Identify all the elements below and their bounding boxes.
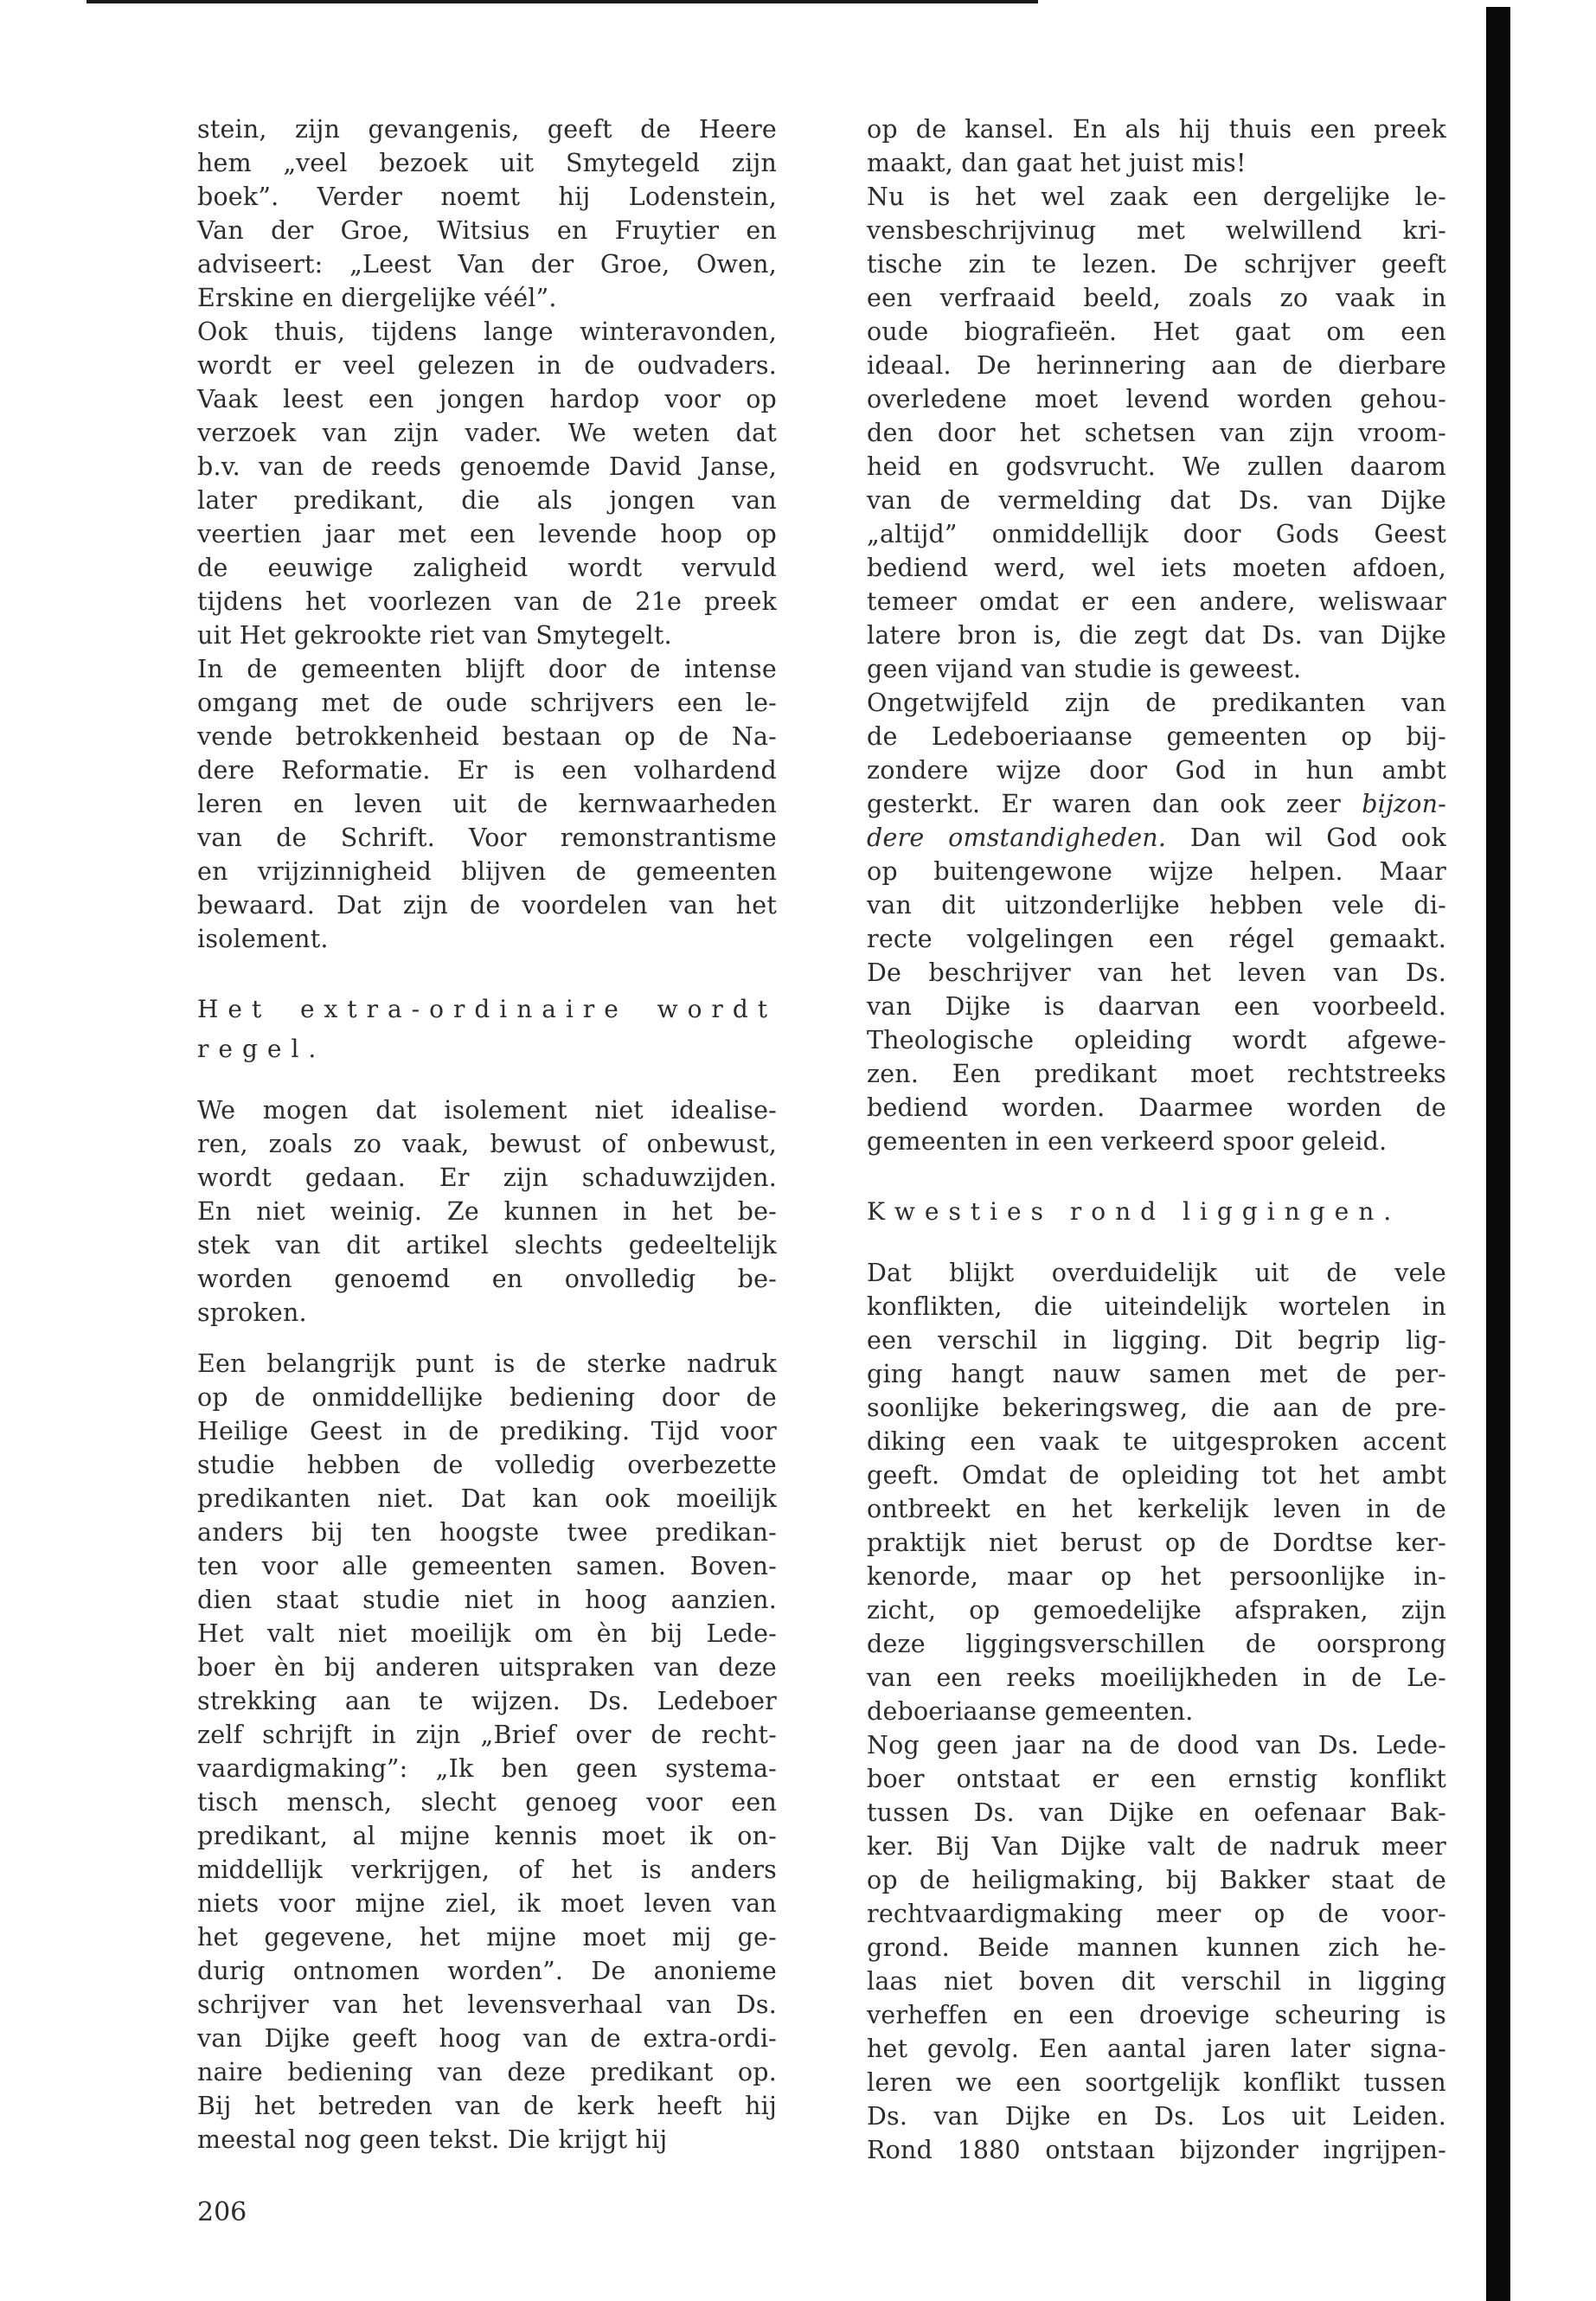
text-line: oude biografieën. Het gaat om een	[867, 317, 1446, 346]
text-line: gemeenten in een verkeerd spoor geleid.	[867, 1127, 1388, 1156]
paragraph-lines	[867, 686, 1446, 787]
text-line: op de heiligmaking, bij Bakker staat de	[867, 1866, 1446, 1894]
right-column	[867, 112, 1446, 2167]
spacer	[867, 1232, 1446, 1256]
text-line: van dit uitzonderlijke hebben vele di-	[867, 891, 1446, 920]
text-line: op de onmiddellijke bediening door de	[197, 1383, 777, 1412]
text-line: Rond 1880 ontstaan bijzonder ingrijpen-	[867, 2136, 1446, 2164]
text-line: Theologische opleiding wordt afgewe-	[867, 1026, 1446, 1054]
text-line: Dat blijkt overduidelijk uit de vele	[867, 1259, 1446, 1287]
text-line: temeer omdat er een andere, weliswaar	[867, 587, 1446, 616]
scan-edge-bar	[1486, 7, 1510, 2301]
text-line: anders bij ten hoogste twee predikan-	[197, 1518, 777, 1547]
line-text: gesterkt. Er waren dan ook zeer	[867, 790, 1362, 818]
text-line: In de gemeenten blijft door de intense	[197, 655, 777, 683]
text-line: tische zin te lezen. De schrijver geeft	[867, 250, 1446, 279]
paragraph	[197, 1347, 777, 2157]
text-line: kenorde, maar op het persoonlijke in-	[867, 1562, 1446, 1591]
text-line: Ds. van Dijke en Ds. Los uit Leiden.	[867, 2102, 1446, 2131]
text-line: heid en godsvrucht. We zullen daarom	[867, 452, 1446, 481]
line-with-emphasis	[867, 821, 1446, 855]
text-line: tisch mensch, slecht genoeg voor een	[197, 1788, 777, 1817]
text-line: wordt gedaan. Er zijn schaduwzijden.	[197, 1163, 777, 1192]
paragraph	[197, 315, 777, 652]
text-line: Het extra-ordinaire wordt	[197, 995, 777, 1023]
text-line: schrijver van het levensverhaal van Ds.	[197, 1990, 777, 2019]
text-line: regel.	[197, 1035, 326, 1063]
text-line: worden genoemd en onvolledig be-	[197, 1265, 777, 1293]
text-line: Bij het betreden van de kerk heeft hij	[197, 2092, 777, 2120]
text-line: meestal nog geen tekst. Die krijgt hij	[197, 2125, 668, 2154]
text-line: zondere wijze door God in hun ambt	[867, 756, 1446, 785]
text-line: studie hebben de volledig overbezette	[197, 1451, 777, 1479]
text-line: overledene moet levend worden gehou-	[867, 385, 1446, 413]
text-line: dien staat studie niet in hoog aanzien.	[197, 1586, 777, 1614]
left-column	[197, 112, 777, 2157]
text-line: boer èn bij anderen uitspraken van deze	[197, 1653, 777, 1682]
text-line: bewaard. Dat zijn de voordelen van het	[197, 891, 777, 920]
text-line: Heilige Geest in de prediking. Tijd voor	[197, 1417, 777, 1445]
paragraph	[867, 686, 1446, 1158]
text-line: zelf schrijft in zijn „Brief over de recht-	[197, 1721, 777, 1749]
text-line: boek”. Verder noemt hij Lodenstein,	[197, 183, 777, 211]
line-text: Dan wil God ook	[1166, 824, 1446, 852]
text-line: geeft. Omdat de opleiding tot het ambt	[867, 1461, 1446, 1490]
text-line: isolement.	[197, 925, 329, 953]
text-line: van de Schrift. Voor remonstrantisme	[197, 824, 777, 852]
text-line: strekking aan te wijzen. Ds. Ledeboer	[197, 1687, 777, 1715]
emphasis: dere omstandigheden.	[867, 824, 1167, 852]
text-line: de eeuwige zaligheid wordt vervuld	[197, 554, 777, 582]
text-line: boer ontstaat er een ernstig konflikt	[867, 1765, 1446, 1793]
text-line: maakt, dan gaat het juist mis!	[867, 149, 1247, 177]
text-line: rechtvaardigmaking meer op de voor-	[867, 1900, 1446, 1928]
text-line: ten voor alle gemeenten samen. Boven-	[197, 1552, 777, 1580]
text-line: van een reeks moeilijkheden in de Le-	[867, 1663, 1446, 1692]
section-heading	[867, 1192, 1446, 1232]
text-line: ker. Bij Van Dijke valt de nadruk meer	[867, 1832, 1446, 1861]
text-line: de Ledeboeriaanse gemeenten op bij-	[867, 722, 1446, 751]
text-line: vensbeschrijvinug met welwillend kri-	[867, 216, 1446, 245]
text-line: veertien jaar met een levende hoop op	[197, 520, 777, 548]
text-line: Vaak leest een jongen hardop voor op	[197, 385, 777, 413]
text-line: konflikten, die uiteindelijk wortelen in	[867, 1292, 1446, 1321]
text-line: van Dijke is daarvan een voorbeeld.	[867, 992, 1446, 1021]
text-line: tijdens het voorlezen van de 21e preek	[197, 587, 777, 616]
text-line: zicht, op gemoedelijke afspraken, zijn	[867, 1596, 1446, 1625]
text-line: vaardigmaking”: „Ik ben geen systema-	[197, 1754, 777, 1783]
text-line: dere Reformatie. Er is een volhardend	[197, 756, 777, 785]
text-line: het gegevene, het mijne moet mij ge-	[197, 1923, 777, 1952]
text-line: Van der Groe, Witsius en Fruytier en	[197, 216, 777, 245]
text-line: stein, zijn gevangenis, geeft de Heere	[197, 115, 777, 144]
page-number: 206	[197, 2197, 247, 2227]
paragraph	[867, 112, 1446, 180]
text-line: ontbreekt en het kerkelijk leven in de	[867, 1495, 1446, 1523]
text-line: ren, zoals zo vaak, bewust of onbewust,	[197, 1130, 777, 1158]
paragraph-lines	[867, 855, 1446, 1158]
text-line: uit Het gekrookte riet van Smytegelt.	[197, 621, 672, 650]
text-line: Een belangrijk punt is de sterke nadruk	[197, 1349, 777, 1378]
text-line: ging hangt nauw samen met de per-	[867, 1360, 1446, 1388]
text-line: naire bediening van deze predikant op.	[197, 2058, 777, 2086]
paragraph	[197, 652, 777, 956]
text-line: bediend worden. Daarmee worden de	[867, 1093, 1446, 1122]
text-line: De beschrijver van het leven van Ds.	[867, 958, 1446, 987]
text-line: op buitengewone wijze helpen. Maar	[867, 857, 1446, 886]
spacer	[197, 1330, 777, 1347]
text-line: het gevolg. Een aantal jaren later signa-	[867, 2035, 1446, 2063]
text-line: latere bron is, die zegt dat Ds. van Dijke	[867, 621, 1446, 650]
text-line: Het valt niet moeilijk om èn bij Lede-	[197, 1619, 777, 1648]
emphasis: bijzon-	[1362, 790, 1446, 818]
text-line: diking een vaak te uitgesproken accent	[867, 1427, 1446, 1456]
text-line: Nog geen jaar na de dood van Ds. Lede-	[867, 1731, 1446, 1759]
text-line: leren we een soortgelijk konflikt tussen	[867, 2068, 1446, 2097]
text-line: praktijk niet berust op de Dordtse ker-	[867, 1529, 1446, 1557]
text-line: zen. Een predikant moet rechtstreeks	[867, 1060, 1446, 1088]
text-line: En niet weinig. Ze kunnen in het be-	[197, 1197, 777, 1226]
text-line: van Dijke geeft hoog van de extra-ordi-	[197, 2024, 777, 2053]
text-line: Kwesties rond liggingen.	[867, 1197, 1401, 1226]
text-line: verheffen en een droevige scheuring is	[867, 2001, 1446, 2029]
text-line: van de vermelding dat Ds. van Dijke	[867, 486, 1446, 515]
paragraph	[197, 1093, 777, 1330]
text-line: deze liggingsverschillen de oorsprong	[867, 1630, 1446, 1658]
text-line: bediend werd, wel iets moeten afdoen,	[867, 554, 1446, 582]
paragraph	[867, 180, 1446, 686]
text-line: recte volgelingen een régel gemaakt.	[867, 925, 1446, 953]
text-line: wordt er veel gelezen in de oudvaders.	[197, 351, 777, 380]
text-line: Nu is het wel zaak een dergelijke le-	[867, 183, 1446, 211]
section-heading	[197, 990, 777, 1069]
text-line: We mogen dat isolement niet idealise-	[197, 1096, 777, 1125]
text-line: „altijd” onmiddellijk door Gods Geest	[867, 520, 1446, 548]
text-line: den door het schetsen van zijn vroom-	[867, 419, 1446, 447]
spacer	[867, 1158, 1446, 1192]
text-line: Erskine en diergelijke véél”.	[197, 284, 557, 312]
text-line: grond. Beide mannen kunnen zich he-	[867, 1933, 1446, 1962]
text-line: sproken.	[197, 1298, 307, 1327]
text-line: en vrijzinnigheid blijven de gemeenten	[197, 857, 777, 886]
text-line: tussen Ds. van Dijke en oefenaar Bak-	[867, 1798, 1446, 1827]
text-line: geen vijand van studie is geweest.	[867, 655, 1302, 683]
text-line: ideaal. De herinnering aan de dierbare	[867, 351, 1446, 380]
text-line: een verfraaid beeld, zoals zo vaak in	[867, 284, 1446, 312]
text-line: een verschil in ligging. Dit begrip lig-	[867, 1326, 1446, 1355]
line-with-emphasis	[867, 787, 1446, 821]
text-line: omgang met de oude schrijvers een le-	[197, 689, 777, 717]
text-line: predikant, al mijne kennis moet ik on-	[197, 1822, 777, 1850]
text-line: hem „veel bezoek uit Smytegeld zijn	[197, 149, 777, 177]
spacer	[197, 956, 777, 990]
text-line: vende betrokkenheid bestaan op de Na-	[197, 722, 777, 751]
text-line: soonlijke bekeringsweg, die aan de pre-	[867, 1394, 1446, 1422]
paragraph	[197, 112, 777, 315]
text-line: adviseert: „Leest Van der Groe, Owen,	[197, 250, 777, 279]
top-rule	[87, 0, 1038, 3]
paragraph	[867, 1256, 1446, 1728]
text-line: durig ontnomen worden”. De anonieme	[197, 1957, 777, 1985]
text-line: deboeriaanse gemeenten.	[867, 1697, 1194, 1726]
text-line: middellijk verkrijgen, of het is anders	[197, 1856, 777, 1884]
spacer	[197, 1069, 777, 1093]
text-line: stek van dit artikel slechts gedeeltelijk	[197, 1231, 777, 1259]
text-line: op de kansel. En als hij thuis een preek	[867, 115, 1446, 144]
text-line: leren en leven uit de kernwaarheden	[197, 790, 777, 818]
text-line: b.v. van de reeds genoemde David Janse,	[197, 452, 777, 481]
text-line: laas niet boven dit verschil in ligging	[867, 1967, 1446, 1996]
text-line: verzoek van zijn vader. We weten dat	[197, 419, 777, 447]
text-line: later predikant, die als jongen van	[197, 486, 777, 515]
text-line: Ook thuis, tijdens lange winteravonden,	[197, 317, 777, 346]
text-line: predikanten niet. Dat kan ook moeilijk	[197, 1484, 777, 1513]
paragraph	[867, 1728, 1446, 2167]
text-line: Ongetwijfeld zijn de predikanten van	[867, 689, 1446, 717]
text-line: niets voor mijne ziel, ik moet leven van	[197, 1889, 777, 1918]
